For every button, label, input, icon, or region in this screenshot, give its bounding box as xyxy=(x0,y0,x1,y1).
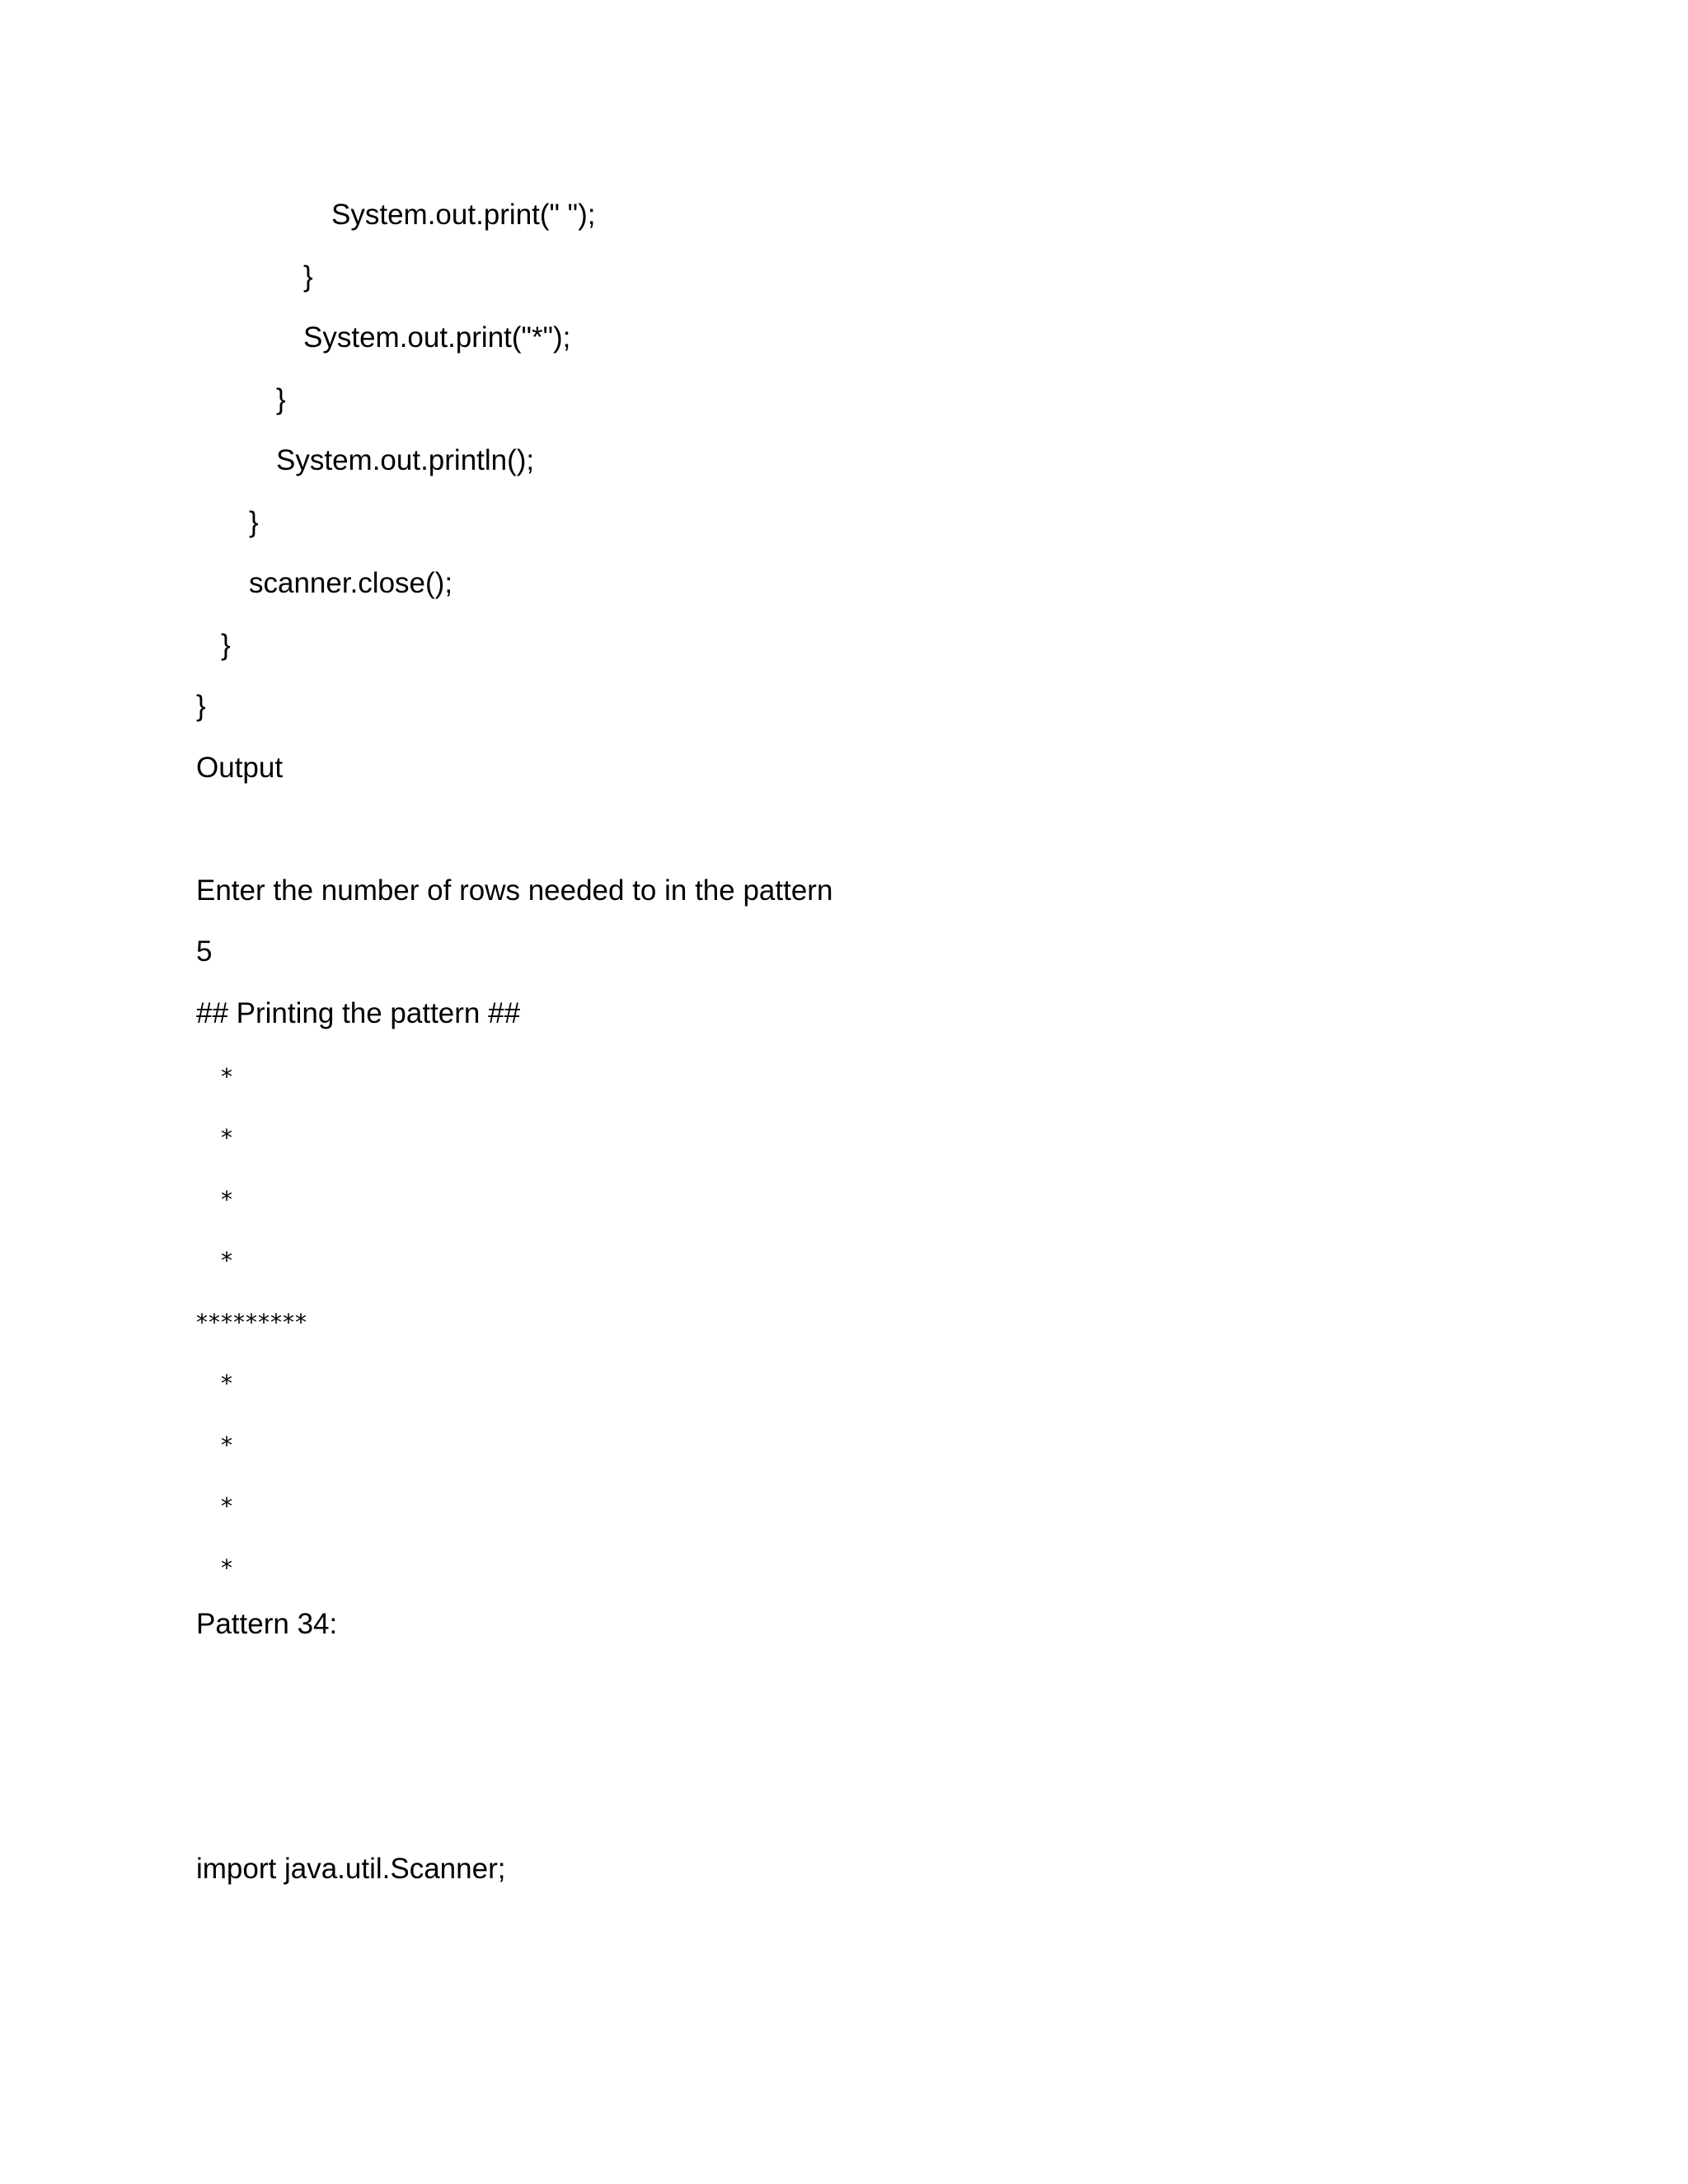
code-line: System.out.print(" "); xyxy=(331,199,596,231)
star-line: * xyxy=(221,1247,233,1274)
code-line: scanner.close(); xyxy=(249,567,453,599)
code-line: } xyxy=(303,260,313,293)
star-line: * xyxy=(221,1493,233,1520)
star-line: * xyxy=(221,1186,233,1213)
star-line: * xyxy=(221,1370,233,1397)
code-line: System.out.println(); xyxy=(276,444,535,476)
star-line: * xyxy=(221,1063,233,1090)
star-line: * xyxy=(221,1554,233,1582)
code-line: System.out.print("*"); xyxy=(303,321,571,354)
output-heading: Output xyxy=(196,752,284,784)
pattern-title: Pattern 34: xyxy=(196,1608,338,1640)
code-line: } xyxy=(249,506,259,538)
star-line: * xyxy=(221,1432,233,1459)
output-prompt: Enter the number of rows needed to in the pattern xyxy=(196,874,833,907)
output-banner: ## Printing the pattern ## xyxy=(196,997,521,1029)
code-line: } xyxy=(196,690,206,722)
code-line: import java.util.Scanner; xyxy=(196,1853,506,1885)
code-line: } xyxy=(276,383,286,415)
star-line-full: ********* xyxy=(196,1309,307,1336)
star-line: * xyxy=(221,1124,233,1151)
output-input-value: 5 xyxy=(196,935,213,968)
code-line: } xyxy=(221,629,231,661)
